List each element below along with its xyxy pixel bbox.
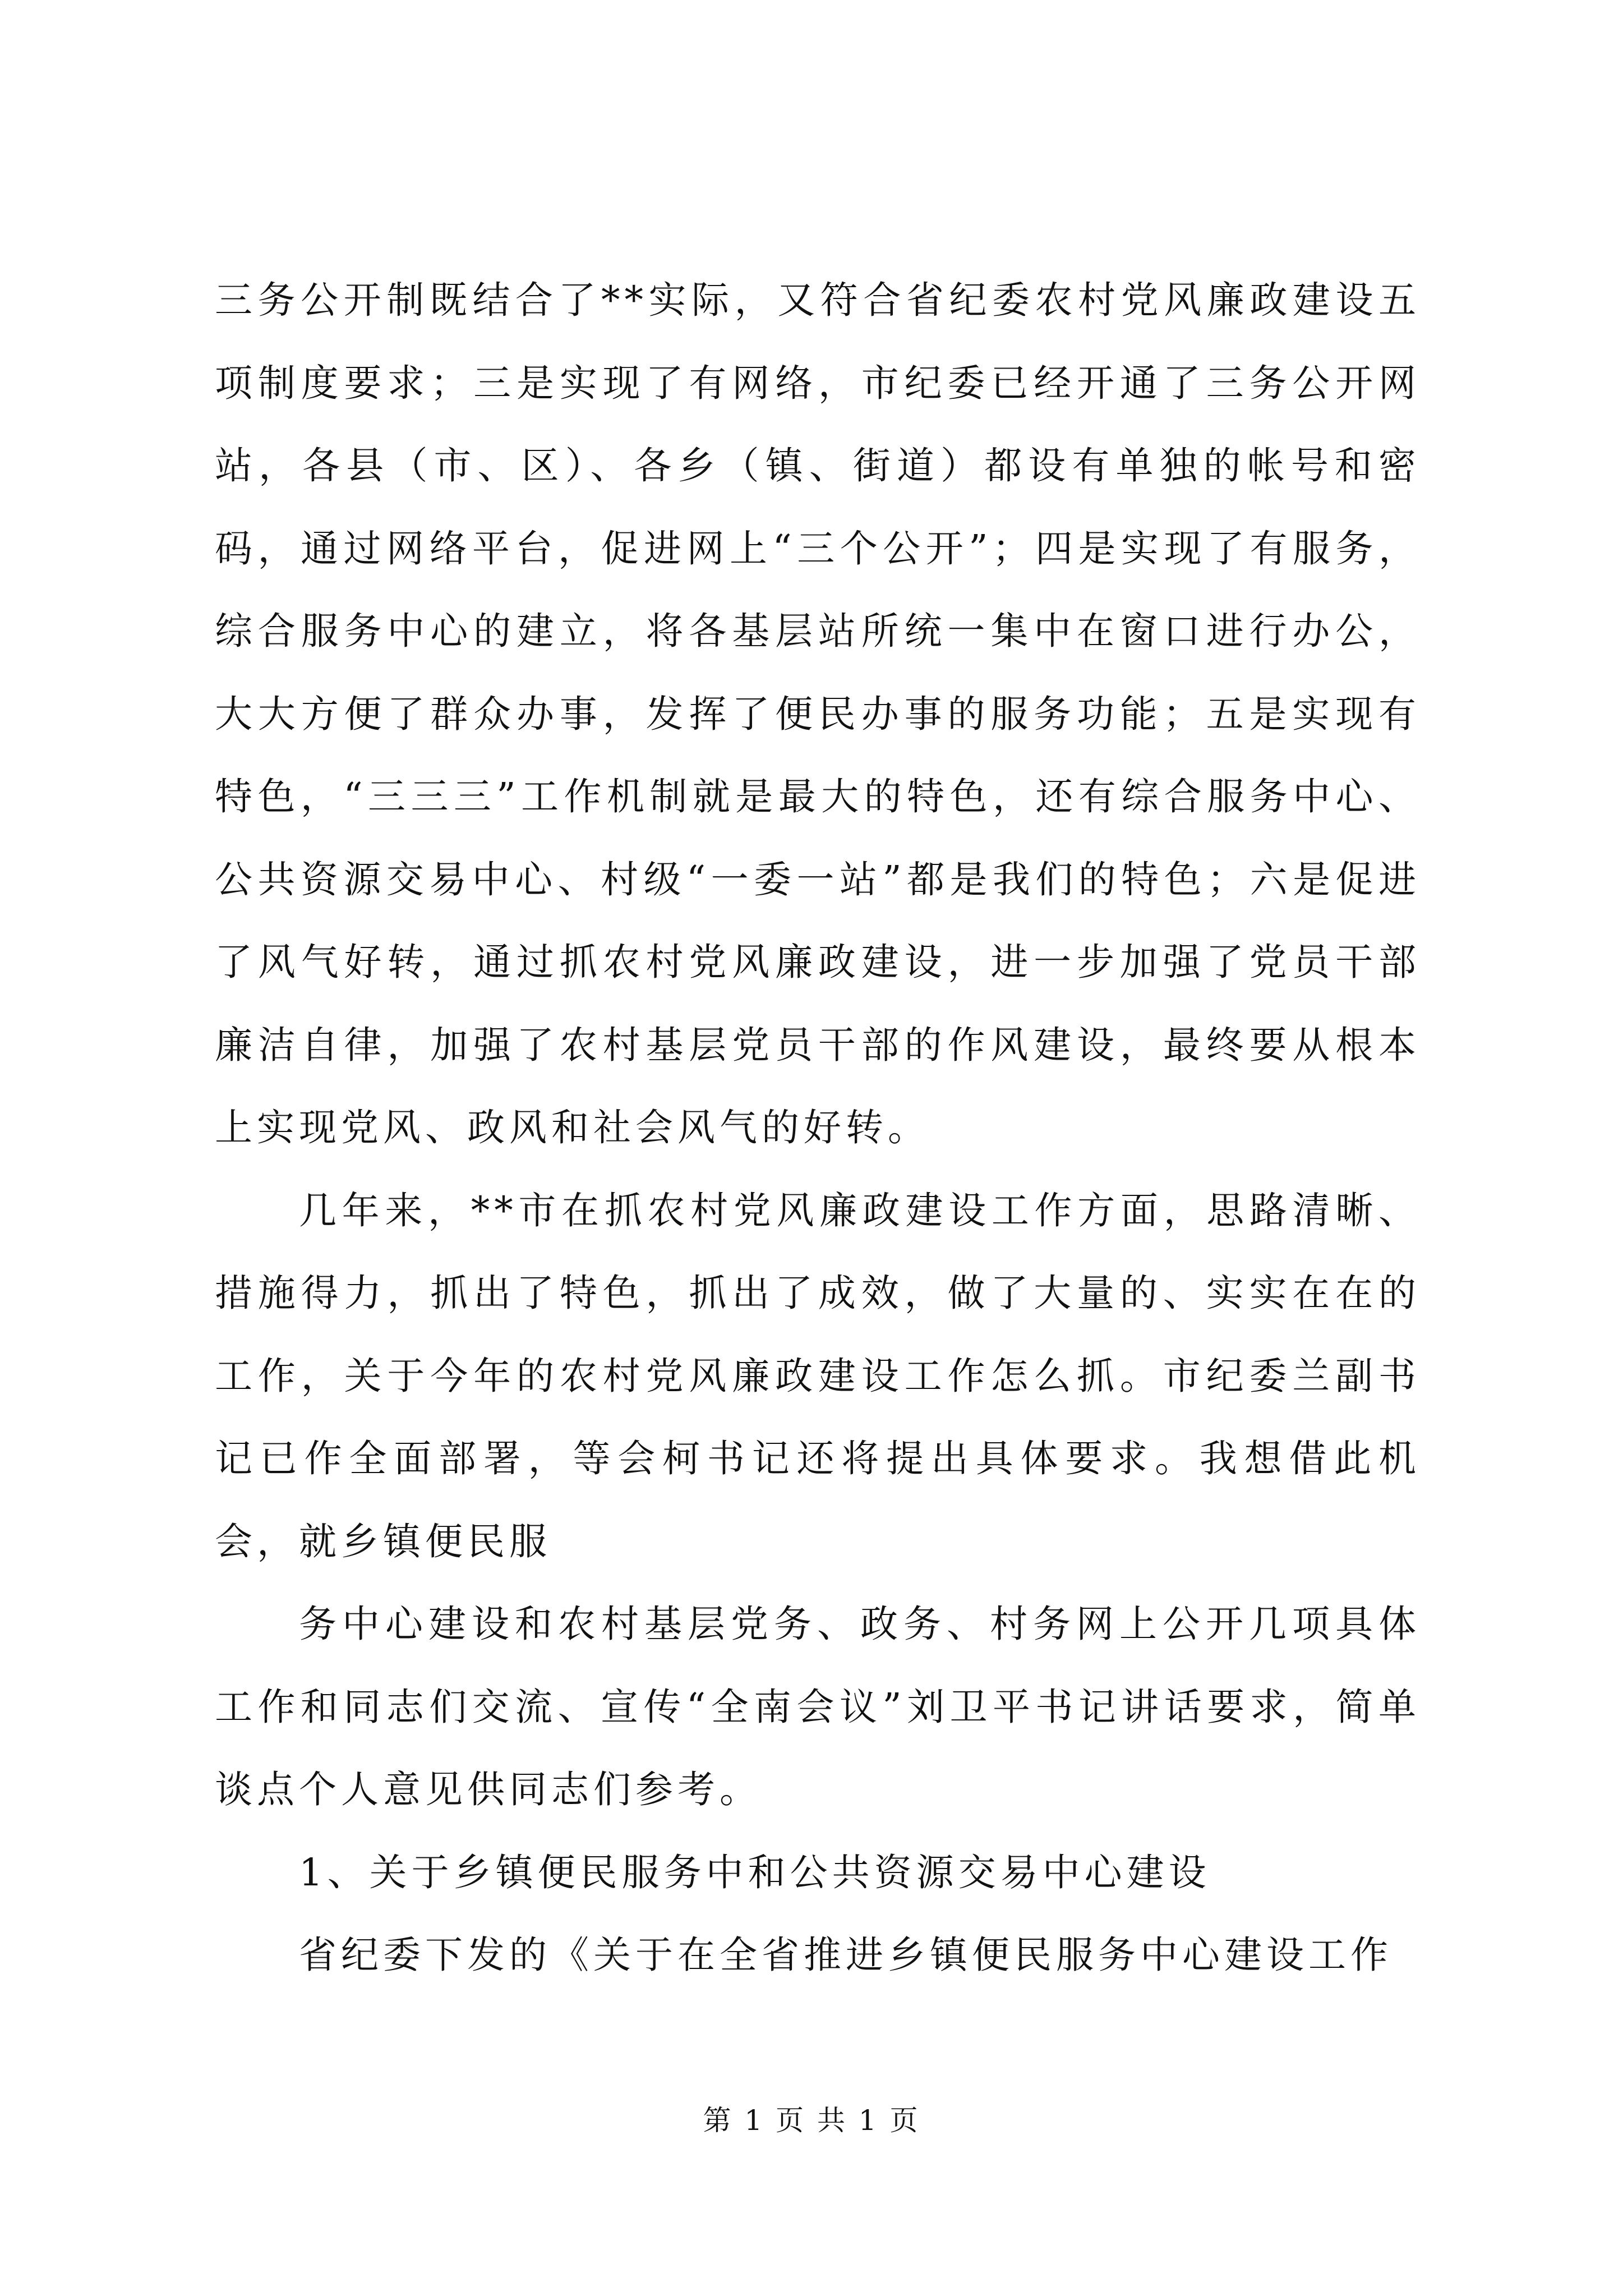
page-number-footer: 第 1 页 共 1 页 — [703, 2104, 920, 2137]
paragraph-2: 几年来，**市在抓农村党风廉政建设工作方面，思路清晰、措施得力，抓出了特色，抓出了成效，做了大量的、实实在在的工作，关于今年的农村党风廉政建设工作怎么抓。市纪委兰副书记已作全面部署，等会柯书记还将提出具体要求。我想借此机会，就乡镇便民服 — [215, 1188, 1421, 1563]
document-body — [215, 259, 1421, 1997]
paragraph-3: 务中心建设和农村基层党务、政务、村务网上公开几项具体工作和同志们交流、宣传“全南会议”刘卫平书记讲话要求，简单谈点个人意见供同志们参考。 — [215, 1602, 1421, 1811]
paragraph-1: 三务公开制既结合了**实际，又符合省纪委农村党风廉政建设五项制度要求；三是实现了有网络，市纪委已经开通了三务公开网站，各县（市、区）、各乡（镇、街道）都设有单独的帐号和密码，通过网络平台，促进网上“三个公开”；四是实现了有服务，综合服务中心的建立，将各基层站所统一集中在窗口进行办公，大大方便了群众办事，发挥了便民办事的服务功能；五是实现有特色，“三三三”工作机制就是最大的特色，还有综合服务中心、公共资源交易中心、村级“一委一站”都是我们的特色；六是促进了风气好转，通过抓农村党风廉政建设，进一步加强了党员干部廉洁自律，加强了农村基层党员干部的作风建设，最终要从根本上实现党风、政风和社会风气的好转。 — [215, 278, 1421, 1149]
paragraph-4: 省纪委下发的《关于在全省推进乡镇便民服务中心建设工作 — [299, 1933, 1393, 1977]
section-heading-1: 1、关于乡镇便民服务中和公共资源交易中心建设 — [299, 1850, 1211, 1894]
